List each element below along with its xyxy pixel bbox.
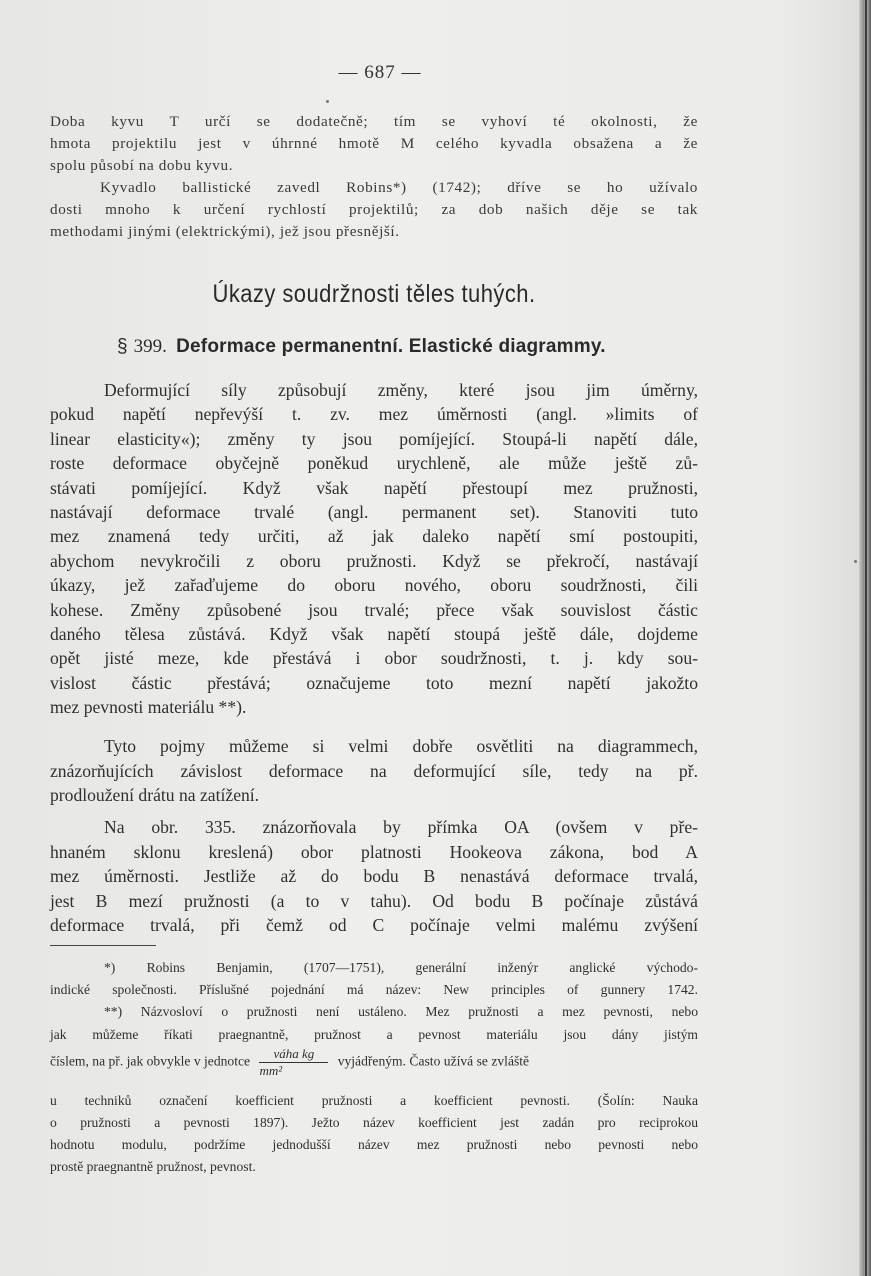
fraction-formula xyxy=(259,1047,328,1078)
fraction-numerator: váha kg xyxy=(259,1047,328,1063)
fraction-denominator: mm² xyxy=(259,1063,283,1078)
text-line: hmota projektilu jest v úhrnné hmotě M celého kyvadla obsažena a že xyxy=(50,135,698,152)
text-line: roste deformace obyčejně poněkud urychleně, ale může ještě zů- xyxy=(50,453,698,473)
footnote-line: u techniků označení koefficient pružnosti a koefficient pevnosti. (Šolín: Nauka xyxy=(50,1093,698,1108)
text-line: methodami jinými (elektrickými), jež jsou přesnější. xyxy=(50,223,400,240)
footnote-line: prostě praegnantně pružnost, pevnost. xyxy=(50,1159,256,1174)
text-line: mez znamená tedy určiti, až jak daleko napětí smí postoupiti, xyxy=(50,526,698,546)
footnote-line: jak můžeme říkati praegnantně, pružnost a pevnost materiálu jsou dány jistým xyxy=(50,1027,698,1042)
text-line: Doba kyvu T určí se dodatečně; tím se vyhoví té okolnosti, že xyxy=(50,113,698,130)
footnote-line: hodnotu modulu, podržíme jednodušší název mez pružnosti nebo pevnosti nebo xyxy=(50,1137,698,1152)
section-title: Deformace permanentní. Elastické diagrammy. xyxy=(176,336,606,357)
footnote-line: indické společnosti. Příslušné pojednání má název: New principles of gunnery 1742. xyxy=(50,982,698,997)
footnote-line: *) Robins Benjamin, (1707—1751), generální inženýr anglické východo- xyxy=(104,960,698,975)
text-line: hnaném sklonu kreslená) obor platnosti Hookeova zákona, bod A xyxy=(50,842,698,862)
formula-trail-text: vyjádřeným. Často užívá se zvláště xyxy=(337,1053,530,1069)
page-number: — 687 — xyxy=(338,62,422,83)
footnote-formula-line xyxy=(50,1047,698,1078)
text-line: stávati pomíjející. Když však napětí přestoupí mez pružnosti, xyxy=(50,478,698,498)
text-line: mez pevnosti materiálu **). xyxy=(50,697,247,717)
text-line: pokud napětí nepřevýší t. zv. mez úměrnosti (angl. »limits of xyxy=(50,404,698,424)
text-line: nastávají deformace trvalé (angl. permanent set). Stanoviti tuto xyxy=(50,502,698,522)
text-line: vislost částic přestává; označujeme toto mezní napětí jakožto xyxy=(50,673,698,693)
section-number: 399. xyxy=(133,336,167,357)
page-edge-line xyxy=(865,0,867,1276)
text-line: spolu působí na dobu kyvu. xyxy=(50,157,234,174)
section-sign: § xyxy=(117,336,128,357)
formula-lead-text: číslem, na př. jak obvykle v jednotce xyxy=(50,1053,251,1069)
ink-speck xyxy=(326,100,329,103)
text-line: abychom nevykročili z oboru pružnosti. Když se překročí, nastávají xyxy=(50,551,698,571)
text-line: Tyto pojmy můžeme si velmi dobře osvětliti na diagrammech, xyxy=(104,736,698,756)
text-line: deformace trvalá, při čemž od C počínaje velmi malému zvýšení xyxy=(50,915,698,935)
footnote-line: o pružnosti a pevnosti 1897). Ježto název koefficient jest zadán pro reciprokou xyxy=(50,1115,698,1130)
text-line: úkazy, jež zařaďujeme do oboru nového, oboru soudržnosti, čili xyxy=(50,575,698,595)
text-line: znázorňujících závislost deformace na deformující síle, tedy na př. xyxy=(50,761,698,781)
text-line: dosti mnoho k určení rychlostí projektilů; za dob našich děje se tak xyxy=(50,201,698,218)
text-line: kohese. Změny způsobené jsou trvalé; přece však souvislost částic xyxy=(50,600,698,620)
text-line: Na obr. 335. znázorňovala by přímka OA (ovšem v pře- xyxy=(104,817,698,837)
footnote-line: **) Názvosloví o pružnosti není ustáleno. Mez pružnosti a mez pevnosti, nebo xyxy=(104,1004,698,1019)
text-line: opět jisté meze, kde přestává i obor soudržnosti, t. j. kdy sou- xyxy=(50,648,698,668)
footnote-separator xyxy=(50,945,156,946)
text-line: daného tělesa zůstává. Když však napětí stoupá ještě dále, dojdeme xyxy=(50,624,698,644)
chapter-heading: Úkazy soudržnosti těles tuhých. xyxy=(212,280,536,308)
text-line: jest B mezí pružnosti (a to v tahu). Od bodu B počínaje zůstává xyxy=(50,891,698,911)
ink-speck xyxy=(854,560,857,563)
section-heading xyxy=(117,336,606,358)
text-line: linear elasticity«); změny ty jsou pomíjející. Stoupá-li napětí dále, xyxy=(50,429,698,449)
text-line: prodloužení drátu na zatížení. xyxy=(50,785,260,805)
text-line: Kyvadlo ballistické zavedl Robins*) (1742); dříve se ho užívalo xyxy=(100,179,698,196)
text-line: mez úměrnosti. Jestliže až do bodu B nenastává deformace trvalá, xyxy=(50,866,698,886)
text-line: Deformující síly způsobují změny, které jsou jim úměrny, xyxy=(104,380,698,400)
